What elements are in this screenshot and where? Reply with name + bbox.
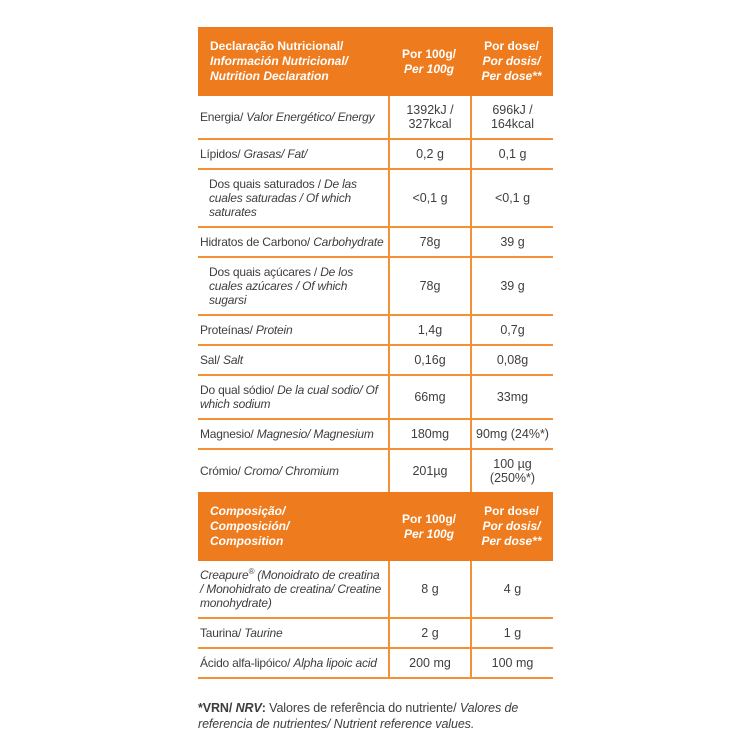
table-row-sodium bbox=[198, 376, 553, 420]
taurine-label: Taurina/ Taurine bbox=[200, 626, 283, 640]
composition-per-100g-column-header: Por 100g/ Per 100g bbox=[401, 511, 457, 541]
taurine-per-dose-value: 1 g bbox=[470, 619, 553, 647]
table-row-protein bbox=[198, 316, 553, 346]
fat-label: Lípidos/ Grasas/ Fat/ bbox=[200, 147, 308, 161]
table-row-creatine bbox=[198, 561, 553, 619]
salt-per-dose-value: 0,08g bbox=[470, 346, 553, 374]
fat-per-dose-value: 0,1 g bbox=[470, 140, 553, 168]
saturates-per-dose-value: <0,1 g bbox=[470, 170, 553, 226]
table-row-chromium bbox=[198, 450, 553, 492]
energy-label: Energia/ Valor Energético/ Energy bbox=[200, 110, 375, 124]
taurine-per-100g-value: 2 g bbox=[388, 619, 470, 647]
composition-per-dose-column-header: Por dose/ Por dosis/ Per dose** bbox=[481, 504, 542, 548]
per-100g-column-header: Por 100g/ Per 100g bbox=[401, 46, 457, 76]
composition-title: Composição/ Composición/ Composition bbox=[210, 504, 290, 548]
alpha-lipoic-acid-per-dose-value: 100 mg bbox=[470, 649, 553, 677]
table-row-carbohydrate bbox=[198, 228, 553, 258]
table-row-taurine bbox=[198, 619, 553, 649]
protein-label: Proteínas/ Protein bbox=[200, 323, 293, 337]
nutrition-declaration-rows bbox=[198, 96, 553, 492]
saturates-label: Dos quais saturados / De las cuales saturadas / Of which saturates bbox=[209, 177, 357, 219]
chromium-per-dose-value: 100 µg (250%*) bbox=[470, 450, 553, 492]
salt-label: Sal/ Salt bbox=[200, 353, 243, 367]
carbohydrate-per-100g-value: 78g bbox=[388, 228, 470, 256]
per-dose-column-header: Por dose/ Por dosis/ Per dose** bbox=[481, 39, 542, 83]
nutrition-table bbox=[198, 27, 553, 679]
chromium-label: Crómio/ Cromo/ Chromium bbox=[200, 464, 339, 478]
sodium-label: Do qual sódio/ De la cual sodio/ Of which sodium bbox=[200, 383, 378, 411]
nrv-footnote: *VRN/ NRV: Valores de referência do nutriente/ Valores de referencia de nutrientes/ Nutrient reference values. bbox=[198, 701, 519, 731]
composition-rows bbox=[198, 561, 553, 679]
alpha-lipoic-acid-per-100g-value: 200 mg bbox=[388, 649, 470, 677]
table-row-saturates bbox=[198, 170, 553, 228]
creatine-per-dose-value: 4 g bbox=[470, 561, 553, 617]
salt-per-100g-value: 0,16g bbox=[388, 346, 470, 374]
sodium-per-dose-value: 33mg bbox=[470, 376, 553, 418]
fat-per-100g-value: 0,2 g bbox=[388, 140, 470, 168]
table-row-magnesium bbox=[198, 420, 553, 450]
creatine-per-100g-value: 8 g bbox=[388, 561, 470, 617]
carbohydrate-per-dose-value: 39 g bbox=[470, 228, 553, 256]
protein-per-dose-value: 0,7g bbox=[470, 316, 553, 344]
table-row-salt bbox=[198, 346, 553, 376]
sugars-label: Dos quais açúcares / De los cuales azúcares / Of which sugarsi bbox=[209, 265, 354, 307]
sugars-per-dose-value: 39 g bbox=[470, 258, 553, 314]
table-row-sugars bbox=[198, 258, 553, 316]
magnesium-per-100g-value: 180mg bbox=[388, 420, 470, 448]
alpha-lipoic-acid-label: Ácido alfa-lipóico/ Alpha lipoic acid bbox=[200, 656, 377, 670]
sodium-per-100g-value: 66mg bbox=[388, 376, 470, 418]
magnesium-per-dose-value: 90mg (24%*) bbox=[470, 420, 553, 448]
energy-per-dose-value: 696kJ / 164kcal bbox=[470, 96, 553, 138]
table-row-alpha-lipoic-acid bbox=[198, 649, 553, 679]
saturates-per-100g-value: <0,1 g bbox=[388, 170, 470, 226]
nutrition-declaration-title: Declaração Nutricional/ Información Nutricional/ Nutrition Declaration bbox=[210, 39, 349, 83]
magnesium-label: Magnesio/ Magnesio/ Magnesium bbox=[200, 427, 374, 441]
protein-per-100g-value: 1,4g bbox=[388, 316, 470, 344]
carbohydrate-label: Hidratos de Carbono/ Carbohydrate bbox=[200, 235, 384, 249]
energy-per-100g-value: 1392kJ / 327kcal bbox=[388, 96, 470, 138]
creatine-label: Creapure® (Monoidrato de creatina / Monohidrato de creatina/ Creatine monohydrate) bbox=[200, 567, 382, 610]
table-row-fat bbox=[198, 140, 553, 170]
chromium-per-100g-value: 201µg bbox=[388, 450, 470, 492]
composition-header bbox=[198, 492, 553, 561]
sugars-per-100g-value: 78g bbox=[388, 258, 470, 314]
nutrition-declaration-header bbox=[198, 27, 553, 96]
table-row-energy bbox=[198, 96, 553, 140]
